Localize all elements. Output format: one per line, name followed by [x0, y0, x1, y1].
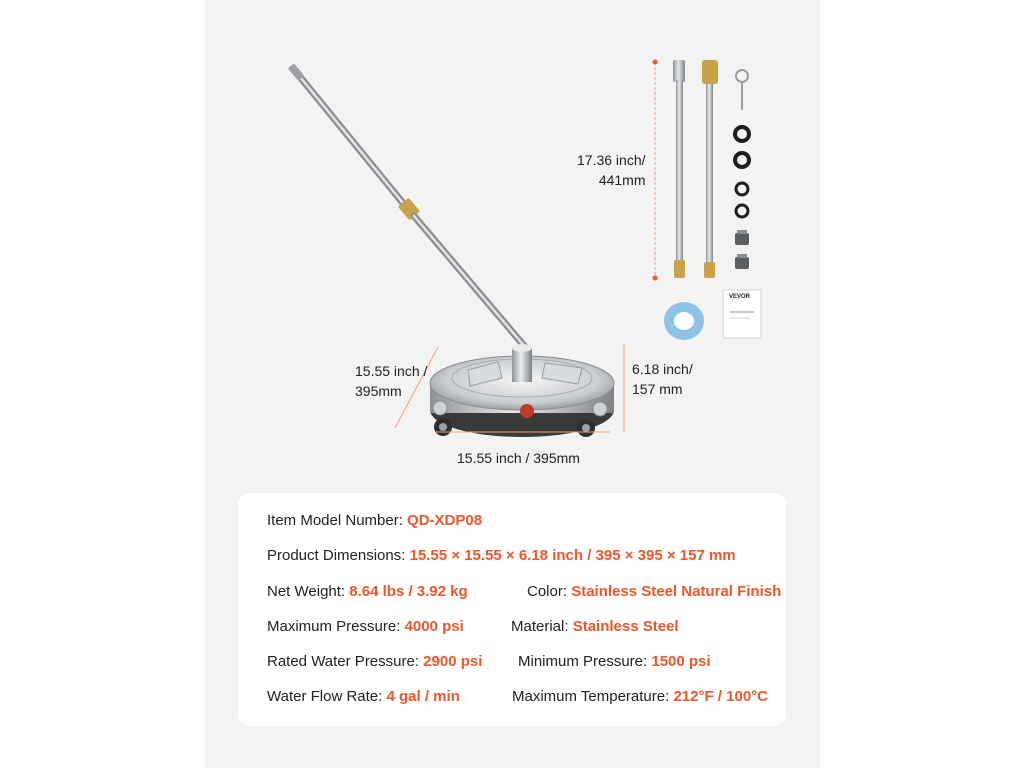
nozzle-cleaning-pin-icon [736, 70, 748, 110]
spec-value: 2900 psi [423, 653, 483, 670]
nozzle-fittings-icon [735, 230, 749, 269]
spec-label: Maximum Pressure: [267, 618, 405, 635]
spec-model [267, 512, 482, 529]
spec-value: 15.55 × 15.55 × 6.18 inch / 395 × 395 × 157 mm [409, 547, 736, 564]
specifications-panel [238, 493, 786, 726]
o-rings-icon [735, 127, 749, 217]
spec-material [511, 618, 679, 635]
height-label: 6.18 inch/ 157 mm [632, 361, 693, 397]
spec-value: 4000 psi [404, 618, 464, 635]
dim-marker-bottom [653, 276, 658, 281]
extension-rod-left [673, 60, 685, 278]
dim-marker-top [653, 60, 658, 65]
spec-label: Minimum Pressure: [518, 653, 652, 670]
spec-label: Product Dimensions: [267, 547, 410, 564]
diameter-left-label: 15.55 inch / 395mm [355, 363, 428, 399]
diameter-bottom-label: 15.55 inch / 395mm [457, 450, 580, 466]
spec-value: QD-XDP08 [407, 512, 483, 529]
spec-label: Material: [511, 618, 573, 635]
spec-label: Maximum Temperature: [512, 688, 674, 705]
extension-rod-right [702, 60, 718, 278]
spec-label: Color: [527, 583, 572, 600]
spec-max-pressure [267, 618, 464, 635]
extension-wand [288, 63, 526, 348]
spec-label: Water Flow Rate: [267, 688, 387, 705]
spec-label: Item Model Number: [267, 512, 408, 529]
spec-color [527, 583, 781, 600]
extension-length-label: 17.36 inch/ 441mm [577, 152, 646, 188]
spec-weight [267, 583, 468, 600]
spec-dimensions [267, 547, 736, 564]
thread-seal-tape-icon [664, 302, 704, 340]
spec-value: 8.64 lbs / 3.92 kg [349, 583, 468, 600]
spec-max-temperature [512, 688, 768, 705]
manual-brand-label: VEVOR [729, 294, 751, 300]
spec-value: 1500 psi [651, 653, 711, 670]
spec-rated-pressure [267, 653, 482, 670]
spec-value: 212°F / 100°C [673, 688, 769, 705]
spec-label: Rated Water Pressure: [267, 653, 424, 670]
spec-value: Stainless Steel [572, 618, 679, 635]
spec-min-pressure [518, 653, 711, 670]
spec-flow-rate [267, 688, 460, 705]
spec-value: Stainless Steel Natural Finish [571, 583, 782, 600]
spec-label: Net Weight: [267, 583, 350, 600]
surface-cleaner [430, 344, 614, 437]
spec-value: 4 gal / min [386, 688, 460, 705]
